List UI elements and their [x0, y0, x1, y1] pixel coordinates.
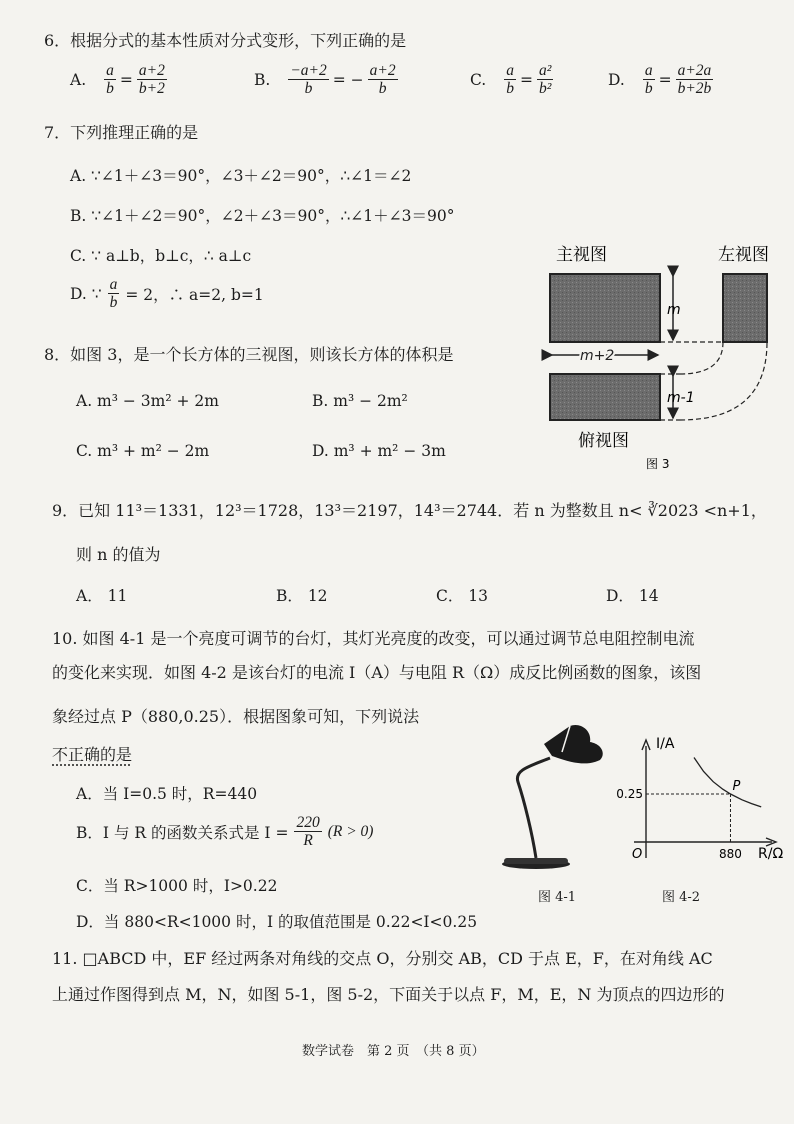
fraction: $\frac{a}{b}$	[106, 62, 114, 98]
q11-line2: 上通过作图得到点 M，N，如图 5-1，图 5-2，下面关于以点 F，M，E，N 为顶点的四边形的	[52, 985, 725, 1004]
fraction: $\frac{a+2}{b+2}$	[138, 62, 165, 98]
front-view-rect	[550, 274, 660, 342]
series-curve	[694, 758, 761, 807]
q9-stem: 9．已知 11³＝1331，12³＝1728，13³＝2197，14³＝2744．若 n 为整数且 n< ∛2023 <n+1，	[52, 501, 767, 520]
q7-option-a[interactable]: A. ∵∠1＋∠3＝90°，∠3＋∠2＝90°，∴∠1＝∠2	[70, 167, 412, 185]
inverse-function-chart	[616, 734, 792, 866]
fraction: $\frac{a}{b}$	[506, 62, 514, 98]
fig42-caption: 图 4-2	[662, 890, 701, 905]
fraction: $\frac{\text{a²}}{\text{b²}}$	[538, 62, 552, 98]
top-view-rect	[550, 374, 660, 420]
fraction: $\frac{-a+2}{b}$	[290, 62, 327, 98]
x-axis-label: R/Ω	[758, 846, 784, 862]
q10-line1: 10. 如图 4-1 是一个亮度可调节的台灯，其灯光亮度的改变，可以通过调节总电阻控制电流	[52, 629, 695, 648]
q10-option-d[interactable]: D．当 880<R<1000 时，I 的取值范围是 0.22<I<0.25	[76, 913, 478, 931]
q10-option-c[interactable]: C．当 R>1000 时，I>0.22	[76, 877, 278, 895]
q10-line2: 的变化来实现．如图 4-2 是该台灯的电流 I（A）与电阻 R（Ω）成反比例函数的图象，该图	[52, 663, 702, 682]
dim-m-plus-2: m+2	[580, 348, 615, 364]
q7-option-c[interactable]: C. ∵ a⊥b，b⊥c，∴ a⊥c	[70, 247, 252, 265]
page-footer: 数学试卷 第 2 页 （共 8 页）	[302, 1044, 485, 1059]
q9-option-d[interactable]: D． 14	[606, 587, 659, 605]
fig3-caption: 图 3	[646, 457, 670, 471]
q8-option-c[interactable]: C. m³ + m² − 2m	[76, 442, 210, 460]
dim-m: m	[667, 302, 681, 318]
q6-option-b[interactable]: B. $\frac{-a+2}{b}$ = − $\frac{a+2}{b}$	[254, 62, 396, 98]
option-label: A.	[70, 70, 87, 89]
fraction: $\frac{a}{b}$	[644, 62, 653, 98]
left-view-rect	[723, 274, 767, 342]
lamp-shade	[544, 725, 603, 763]
q8-option-d[interactable]: D. m³ + m² − 3m	[312, 442, 446, 460]
fig41-caption: 图 4-1	[538, 890, 577, 905]
option-label: C.	[470, 70, 487, 89]
q10-line3: 象经过点 P（880,0.25）．根据图象可知，下列说法	[52, 707, 420, 726]
option-label: D.	[608, 70, 625, 89]
fraction: $\frac{a+2}{b}$	[369, 62, 396, 98]
three-view-figure	[540, 238, 785, 474]
q7-stem: 7．下列推理正确的是	[44, 123, 199, 142]
q6-option-d[interactable]: D. $\frac{a}{b}$ = $\frac{a+2a}{b+2b}$	[608, 62, 712, 98]
fraction: $\frac{a+2a}{b+2b}$	[677, 62, 712, 98]
q9-option-a[interactable]: A． 11	[76, 587, 128, 605]
q9-option-b[interactable]: B． 12	[276, 587, 328, 605]
q8-stem: 8．如图 3，是一个长方体的三视图，则该长方体的体积是	[44, 345, 454, 364]
option-label: D. ∵	[70, 284, 102, 303]
q8-option-b[interactable]: B. m³ − 2m²	[312, 392, 408, 410]
q6-stem: 6．根据分式的基本性质对分式变形，下列正确的是	[44, 31, 407, 50]
q10-line4: 不正确的是	[52, 745, 133, 764]
q7-option-d[interactable]: D. ∵ $\frac{a}{b}$ = 2，∴ a=2, b=1	[70, 276, 264, 312]
q7-option-b[interactable]: B. ∵∠1＋∠2＝90°，∠2＋∠3＝90°，∴∠1＋∠3＝90°	[70, 207, 455, 225]
x-tick-label: 880	[719, 847, 742, 861]
q9-line2: 则 n 的值为	[76, 545, 161, 564]
origin-label: O	[632, 847, 643, 862]
q9-option-c[interactable]: C． 13	[436, 587, 489, 605]
q6-option-c[interactable]: C. $\frac{a}{b}$ = $\frac{\text{a²}}{\text{b²}}$	[470, 62, 552, 98]
q11-line1: 11. □ABCD 中，EF 经过两条对角线的交点 O，分别交 AB，CD 于点 E，F，在对角线 AC	[52, 949, 713, 968]
top-view-label: 俯视图	[578, 431, 629, 451]
q10-option-a[interactable]: A．当 I=0.5 时，R=440	[76, 785, 258, 803]
point-p-label: P	[732, 779, 741, 794]
q10-option-b[interactable]: B．I 与 R 的函数关系式是 I = $\frac{220}{R}$ (R > 0)	[76, 814, 374, 850]
front-view-label: 主视图	[556, 245, 607, 265]
y-axis-label: I/A	[656, 736, 675, 752]
dim-m-minus-1: m-1	[667, 390, 695, 406]
option-label: B.	[254, 70, 271, 89]
left-view-label: 左视图	[718, 245, 769, 265]
fraction: $\frac{220}{R}$	[296, 814, 320, 850]
q8-option-a[interactable]: A. m³ − 3m² + 2m	[76, 392, 219, 410]
y-tick-label: 0.25	[616, 787, 643, 801]
desk-lamp-figure	[494, 722, 614, 872]
q6-option-a[interactable]: A. $\frac{a}{b}$ = $\frac{a+2}{b+2}$	[70, 62, 165, 98]
fraction: $\frac{a}{b}$	[109, 276, 118, 312]
lamp-arm	[517, 758, 550, 858]
